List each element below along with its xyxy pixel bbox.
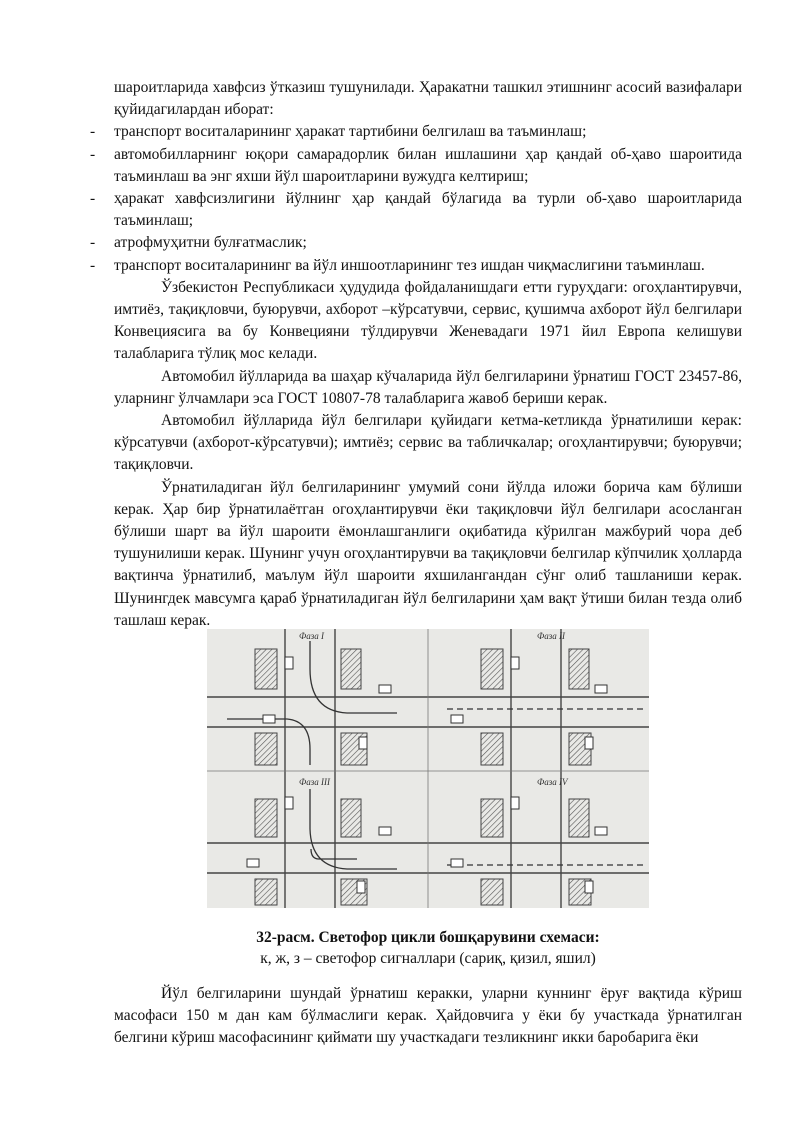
figure-caption bbox=[114, 927, 742, 969]
body-paragraph: Автомобил йўлларида йўл белгилари қуйидаги кетма-кетликда ўрнатилиши керак: кўрсатувчи (ахборот-кўрсатувчи); имтиёз; сервис ва табличкалар; огоҳлантирувчи; буюрувчи; тақиқловчи. bbox=[114, 412, 742, 474]
body-paragraph: Автомобил йўлларида ва шаҳар кўчаларида йўл белгиларини ўрнатиш ГОСТ 23457-86, уларнинг ўлчамлари эса ГОСТ 10807-78 талабларига жавоб бериши керак. bbox=[114, 367, 742, 407]
list-item: - транспорт воситаларининг ҳаракат тартибини белгилаш ва таъминлаш; bbox=[114, 121, 742, 143]
body-paragraph: Ўрнатиладиган йўл белгиларининг умумий сони йўлда иложи борича кам бўлиши керак. Ҳар бир ўрнатилаётган огоҳлантирувчи ёки тақиқловчи йўл белгилари асосланган бўлиши шарт ва йўл шароити ёмонлашганлиги оқибатида кўрилган мажбурий чора деб тушунилиши керак. Шунинг учун огоҳлантирувчи ва тақиқловчи белгилар кўпчилик ҳолларда вақтинча ўрнатилиб, маълум йўл шароити яхшилангандан сўнг олиб ташланиши керак. Шунингдек мавсумга қараб ўрнатиладиган йўл белгиларини ҳам вақт ўтиши билан тезда олиб ташлаш керак. bbox=[114, 478, 742, 629]
list-marker: - bbox=[90, 145, 96, 163]
bottom-text-block bbox=[114, 983, 742, 1050]
body-paragraph: Ўзбекистон Республикаси ҳудудида фойдаланишдаги етти гуруҳдаги: огоҳлантирувчи, имтиёз, тақиқловчи, буюрувчи, ахборот –кўрсатувчи, сервис, қушимча ахборот йўл белгилари Конвециясига ва бу Конвецияни тўлдирувчи Женевадаги 1971 йил Европа келишуви талабларига тўлиқ мос келади. bbox=[114, 278, 742, 363]
list-item: - транспорт воситаларининг ва йўл иншоотларининг тез ишдан чиқмаслигини таъминлаш. bbox=[114, 255, 742, 277]
intro-paragraph: шароитларида хавфсиз ўтказиш тушунилади. Ҳаракатни ташкил этишнинг асосий вазифалари қуйидагилардан иборат: bbox=[114, 79, 742, 119]
caption-subtitle: к, ж, з – светофор сигналлари (сариқ, қизил, яшил) bbox=[260, 950, 596, 967]
task-list bbox=[90, 121, 742, 276]
phase-label: Фаза II bbox=[537, 631, 565, 641]
list-marker: - bbox=[90, 234, 96, 252]
phase-label: Фаза I bbox=[299, 631, 324, 641]
list-marker: - bbox=[90, 190, 96, 208]
traffic-light-phase-diagram bbox=[207, 629, 649, 908]
top-text-block bbox=[90, 77, 742, 632]
list-marker: - bbox=[90, 123, 96, 141]
list-item: - автомобилларнинг юқори самарадорлик билан ишлашини ҳар қандай об-ҳаво шароитида таъминлаш ва энг яхши йўл шароитларини вужудга келтириш; bbox=[90, 145, 742, 185]
list-marker: - bbox=[90, 256, 96, 274]
caption-title: 32-расм. Светофор цикли бошқарувини схемаси: bbox=[256, 929, 600, 946]
phase-diagram-svg bbox=[207, 629, 649, 908]
phase-label: Фаза IV bbox=[537, 777, 568, 787]
body-paragraph: Йўл белгиларини шундай ўрнатиш керакки, уларни куннинг ёруғ вақтида кўриш масофаси 150 м дан кам бўлмаслиги керак. Ҳайдовчига у ёки бу участкада ўрнатилган белгини кўриш масофасининг қиймати шу участкадаги тезликнинг икки баробарига ёки bbox=[114, 985, 742, 1047]
phase-label: Фаза III bbox=[299, 777, 330, 787]
list-item: - ҳаракат хавфсизлигини йўлнинг ҳар қандай бўлагида ва турли об-ҳаво шароитларида таъминлаш; bbox=[90, 190, 742, 230]
list-item: - атрофмуҳитни булғатмаслик; bbox=[114, 232, 742, 254]
